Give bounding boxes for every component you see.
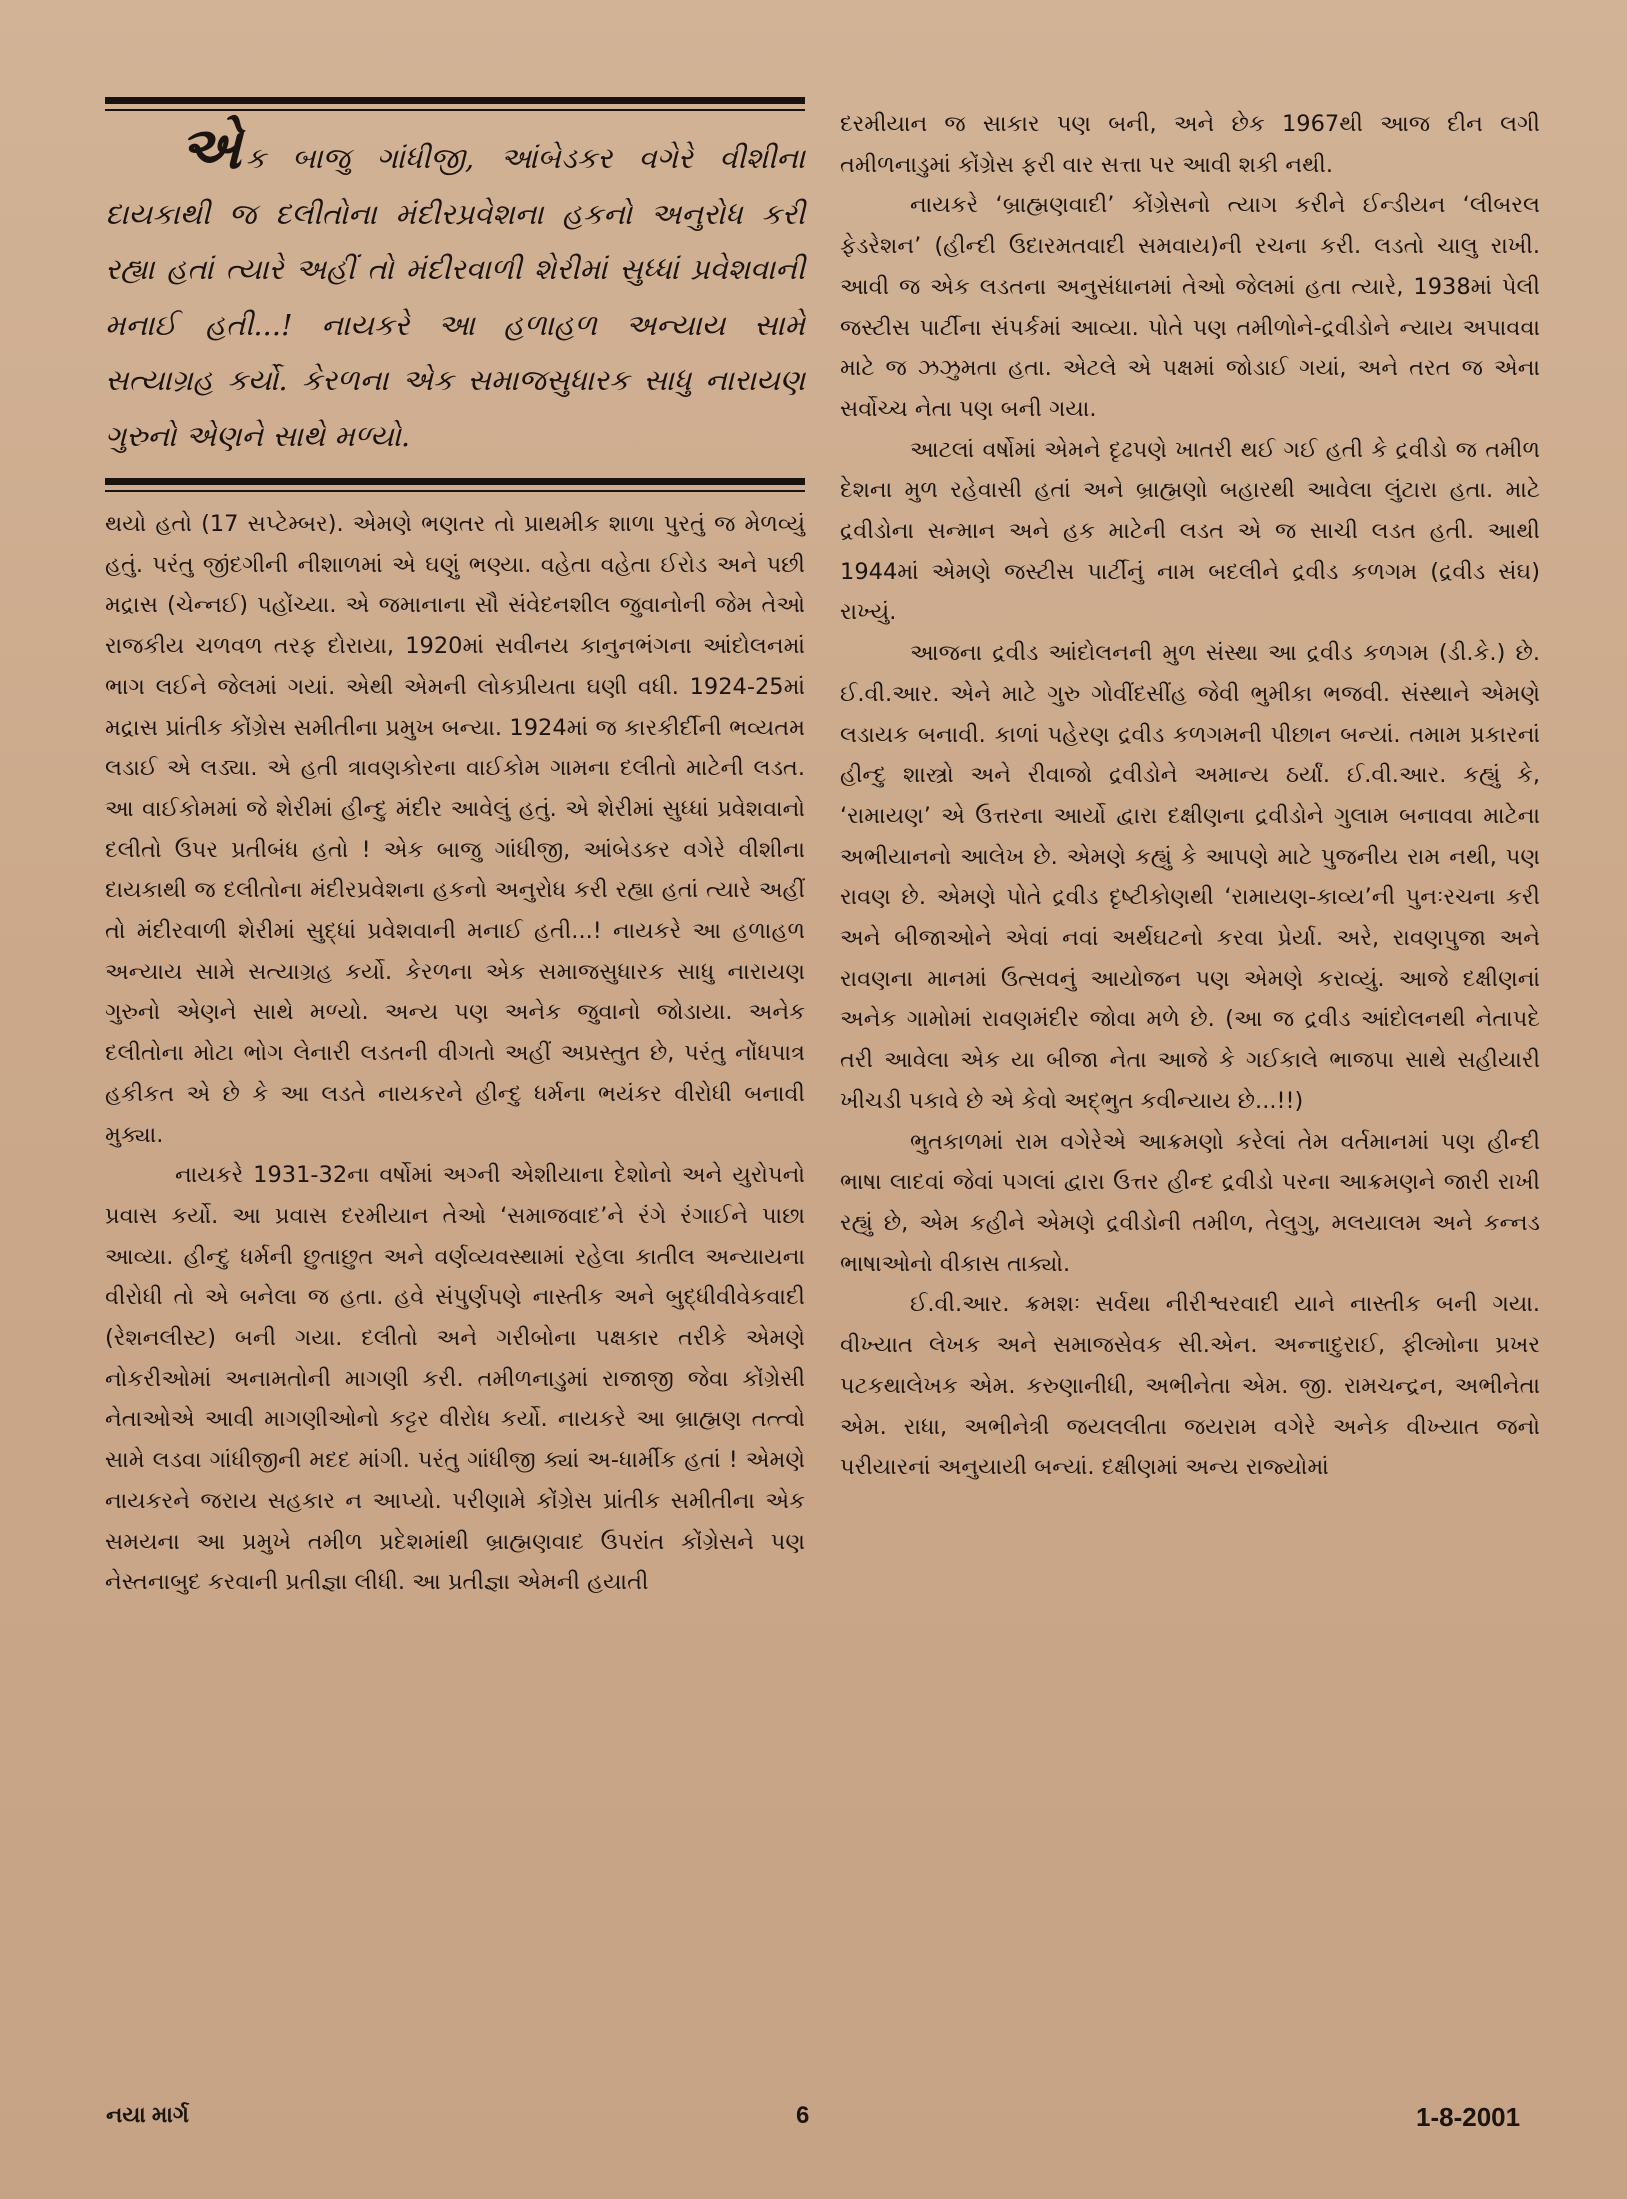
paragraph: ભુતકાળમાં રામ વગેરેએ આક્રમણો કરેલાં તેમ વર્તમાનમાં પણ હીન્દી ભાષા લાદવાં જેવાં પગલાં દ્વારા ઉત્તર હીન્દ દ્રવીડો પરના આક્રમણને જારી રાખી રહ્યું છે, એમ કહીને એમણે દ્રવીડોની તમીળ, તેલુગુ, મલયાલમ અને કન્નડ ભાષાઓનો વીકાસ તાક્યો. (840, 1128, 1540, 1277)
pullquote-top-rule (105, 97, 805, 104)
paragraph: થયો હતો (17 સપ્ટેમ્બર). એમણે ભણતર તો પ્રાથમીક શાળા પુરતું જ મેળવ્યું હતું. પરંતુ જીંદગીની નીશાળમાં એ ઘણું ભણ્યા. વહેતા વહેતા ઈરોડ અને પછી મદ્રાસ (ચેન્નઈ) પહોંચ્યા. એ જમાનાના સૌ સંવેદનશીલ જુવાનોની જેમ તેઓ રાજકીય ચળવળ તરફ દોરાયા, 1920માં સવીનય કાનુનભંગના આંદોલનમાં ભાગ લઈને જેલમાં ગયાં. એથી એમની લોકપ્રીયતા ઘણી વધી. 1924-25માં મદ્રાસ પ્રાંતીક કોંગ્રેસ સમીતીના પ્રમુખ બન્યા. 1924માં જ કારકીર્દીની ભવ્યતમ લડાઈ એ લડ્યા. એ હતી ત્રાવણકોરના વાઈકોમ ગામના દલીતો માટેની લડત. આ વાઈકોમમાં જે શેરીમાં હીન્દુ મંદીર આવેલું હતું. એ શેરીમાં સુધ્ધાં પ્રવેશવાનો દલીતો ઉપર પ્રતીબંધ હતો ! એક બાજુ ગાંધીજી, આંબેડકર વગેરે વીશીના દાયકાથી જ દલીતોના મંદીરપ્રવેશના હકનો અનુરોધ કરી રહ્યા હતાં ત્યારે અહીં તો મંદીરવાળી શેરીમાં સુદ્ધાં પ્રવેશવાની મનાઈ હતી...! નાયકરે આ હળાહળ અન્યાય સામે સત્યાગ્રહ કર્યો. કેરળના એક સમાજસુધારક સાધુ નારાયણ ગુરુનો એણને સાથે મળ્યો. અન્ય પણ અનેક જુવાનો જોડાયા. અનેક દલીતોના મોટા ભોગ લેનારી લડતની વીગતો અહીં અપ્રસ્તુત છે, પરંતુ નોંધપાત્ર હકીકત એ છે કે આ લડતે નાયકરને હીન્દુ ધર્મના ભયંકર વીરોધી બનાવી મુક્યા. (105, 511, 805, 1148)
pullquote-text: ક બાજુ ગાંધીજી, આંબેડકર વગેરે વીશીના દાયકાથી જ દલીતોના મંદીરપ્રવેશના હકનો અનુરોધ કરી રહ્યા હતાં ત્યારે અહીં તો મંદીરવાળી શેરીમાં સુધ્ધાં પ્રવેશવાની મનાઈ હતી...! નાયકરે આ હળાહળ અન્યાય સામે સત્યાગ્રહ કર્યો. કેરળના એક સમાજસુધારક સાધુ નારાયણ ગુરુનો એણને સાથે મળ્યો. (105, 141, 805, 453)
left-column-body (105, 504, 805, 1603)
pullquote-bottom-rule (105, 478, 805, 485)
pullquote-top-rule-thin (105, 109, 805, 111)
paragraph: ઈ.વી.આર. ક્રમશઃ સર્વથા નીરીશ્વરવાદી યાને નાસ્તીક બની ગયા. વીખ્યાત લેખક અને સમાજસેવક સી.એન. અન્નાદુરાઈ, ફીલ્મોના પ્રખર પટકથાલેખક એમ. કરુણાનીધી, અભીનેતા એમ. જી. રામચન્દ્રન, અભીનેતા એમ. રાધા, અભીનેત્રી જયલલીતા જયરામ વગેરે અનેક વીખ્યાત જનો પરીયારનાં અનુયાયી બન્યાં. દક્ષીણમાં અન્ય રાજ્યોમાં (840, 1291, 1540, 1481)
paragraph: આટલાં વર્ષોમાં એમને દૃઢપણે ખાતરી થઈ ગઈ હતી કે દ્રવીડો જ તમીળ દેશના મુળ રહેવાસી હતાં અને બ્રાહ્મણો બહારથી આવેલા લુંટારા હતા. માટે દ્રવીડોના સન્માન અને હક માટેની લડત એ જ સાચી લડત હતી. આથી 1944માં એમણે જસ્ટીસ પાર્ટીનું નામ બદલીને દ્રવીડ કળગમ (દ્રવીડ સંઘ) રાખ્યું. (840, 436, 1540, 626)
pullquote-dropcap: એ (180, 114, 242, 182)
paragraph: નાયકરે 1931-32ના વર્ષોમાં અગ્ની એશીયાના દેશોનો અને યુરોપનો પ્રવાસ કર્યો. આ પ્રવાસ દરમીયાન તેઓ ‘સમાજવાદ’ને રંગે રંગાઈને પાછા આવ્યા. હીન્દુ ધર્મની છુતાછુત અને વર્ણવ્યવસ્થામાં રહેલા કાતીલ અન્યાયના વીરોધી તો એ બનેલા જ હતા. હવે સંપુર્ણપણે નાસ્તીક અને બુદ્ધીવીવેકવાદી (રેશનલીસ્ટ) બની ગયા. દલીતો અને ગરીબોના પક્ષકાર તરીકે એમણે નોકરીઓમાં અનામતોની માગણી કરી. તમીળનાડુમાં રાજાજી જેવા કોંગ્રેસી નેતાઓએ આવી માગણીઓનો કટ્ટર વીરોધ કર્યો. નાયકરે આ બ્રાહ્મણ તત્ત્વો સામે લડવા ગાંધીજીની મદદ માંગી. પરંતુ ગાંધીજી ક્યાં અ-ધાર્મીક હતાં ! એમણે નાયકરને જરાય સહકાર ન આપ્યો. પરીણામે કોંગ્રેસ પ્રાંતીક સમીતીના એક સમયના આ પ્રમુખે તમીળ પ્રદેશમાંથી બ્રાહ્મણવાદ ઉપરાંત કોંગ્રેસને પણ નેસ્તનાબુદ કરવાની પ્રતીજ્ઞા લીધી. આ પ્રતીજ્ઞા એમની હયાતી (105, 1162, 805, 1596)
right-column-body (840, 104, 1540, 1488)
paragraph: દરમીયાન જ સાકાર પણ બની, અને છેક 1967થી આજ દીન લગી તમીળનાડુમાં કોંગ્રેસ ફરી વાર સત્તા પર આવી શકી નથી. (840, 111, 1540, 178)
footer-date: 1-8-2001 (1416, 2102, 1521, 2132)
footer-magazine-title: નયા માર્ગ (106, 2102, 189, 2127)
pullquote (105, 114, 805, 464)
paragraph: આજના દ્રવીડ આંદોલનની મુળ સંસ્થા આ દ્રવીડ કળગમ (ડી.કે.) છે. ઈ.વી.આર. એને માટે ગુરુ ગોવીંદસીંહ જેવી ભુમીકા ભજવી. સંસ્થાને એમણે લડાયક બનાવી. કાળાં પહેરણ દ્રવીડ કળગમની પીછાન બન્યાં. તમામ પ્રકારનાં હીન્દુ શાસ્ત્રો અને રીવાજો દ્રવીડોને અમાન્ય ઠર્યાં. ઈ.વી.આર. કહ્યું કે, ‘રામાયણ’ એ ઉત્તરના આર્યો દ્વારા દક્ષીણના દ્રવીડોને ગુલામ બનાવવા માટેના અભીયાનનો આલેખ છે. એમણે કહ્યું કે આપણે માટે પુજનીય રામ નથી, પણ રાવણ છે. એમણે પોતે દ્રવીડ દૃષ્ટીકોણથી ‘રામાયણ-કાવ્ય’ની પુનઃરચના કરી અને બીજાઓને એવાં નવાં અર્થઘટનો કરવા પ્રેર્યા. અરે, રાવણપુજા અને રાવણના માનમાં ઉત્સવનું આયોજન પણ એમણે કરાવ્યું. આજે દક્ષીણનાં અનેક ગામોમાં રાવણમંદીર જોવા મળે છે. (આ જ દ્રવીડ આંદોલનથી નેતાપદે તરી આવેલા એક યા બીજા નેતા આજે કે ગઈકાલે ભાજપા સાથે સહીયારી ખીચડી પકાવે છે એ કેવો અદ્ભુત કવીન્યાય છે...!!) (840, 640, 1540, 1114)
footer-page-number: 6 (796, 2102, 810, 2129)
pullquote-bottom-rule-thin (105, 490, 805, 492)
paragraph: નાયકરે ‘બ્રાહ્મણવાદી’ કોંગ્રેસનો ત્યાગ કરીને ઈન્ડીયન ‘લીબરલ ફેડરેશન’ (હીન્દી ઉદારમતવાદી સમવાય)ની રચના કરી. લડતો ચાલુ રાખી. આવી જ એક લડતના અનુસંધાનમાં તેઓ જેલમાં હતા ત્યારે, 1938માં પેલી જસ્ટીસ પાર્ટીના સંપર્કમાં આવ્યા. પોતે પણ તમીળોને-દ્રવીડોને ન્યાય અપાવવા માટે જ ઝઝુમતા હતા. એટલે એ પક્ષમાં જોડાઈ ગયાં, અને તરત જ એના સર્વોચ્ચ નેતા પણ બની ગયા. (840, 192, 1540, 422)
